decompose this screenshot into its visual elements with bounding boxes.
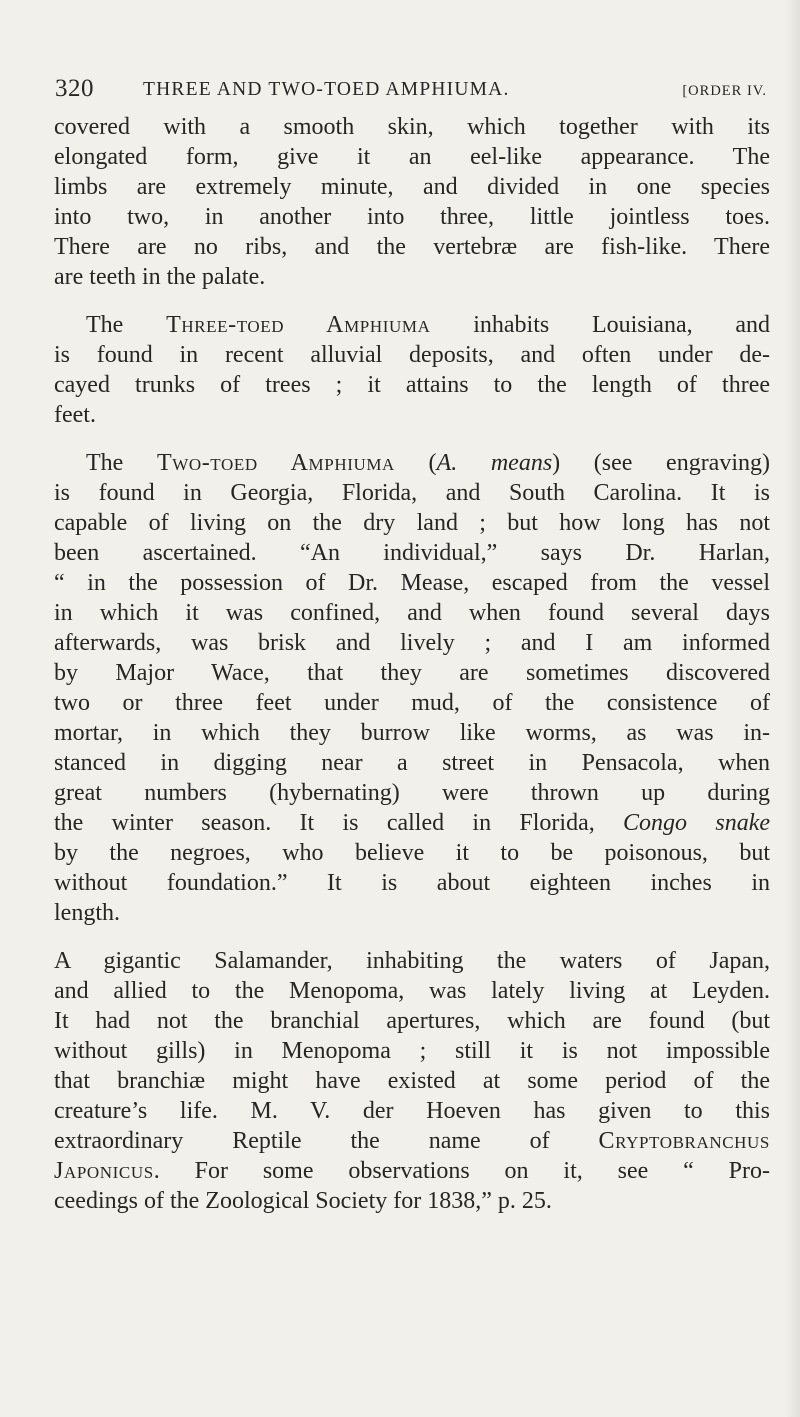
text-run: The [86, 450, 157, 476]
text-line: by Major Wace, that they are sometimes discovered [54, 660, 770, 686]
text-line: two or three feet under mud, of the consistence of [54, 690, 770, 716]
latin-name: A. means [436, 450, 553, 476]
text-line [54, 1156, 770, 1186]
text-line: that branchiæ might have existed at some period of the [54, 1068, 770, 1094]
text-line: and allied to the Menopoma, was lately living at Leyden. [54, 978, 770, 1004]
page-number: 320 [55, 75, 94, 102]
text-line: are teeth in the palate. [54, 264, 266, 290]
text-line: great numbers (hybernating) were thrown up during [54, 780, 770, 806]
paragraph-4 [54, 946, 770, 1216]
paragraph-2 [54, 310, 770, 430]
genus-name: Cryptobranchus [598, 1128, 770, 1154]
order-marker: [ORDER IV. [682, 83, 767, 99]
text-run: ) (see engraving) [552, 450, 770, 476]
text-line: It had not the branchial apertures, which are found (but [54, 1008, 770, 1034]
paragraph-1 [54, 112, 770, 292]
text-line: is found in Georgia, Florida, and South Carolina. It is [54, 480, 770, 506]
running-head: THREE AND TWO-TOED AMPHIUMA. [143, 79, 510, 100]
paragraph-gap [54, 292, 770, 310]
paragraph-gap [54, 430, 770, 448]
text-line: by the negroes, who believe it to be poisonous, but [54, 840, 770, 866]
text-line: mortar, in which they burrow like worms, as was in- [54, 720, 770, 746]
text-line: covered with a smooth skin, which together with its [54, 114, 770, 140]
text-line: capable of living on the dry land ; but how long has not [54, 510, 770, 536]
text-line: without foundation.” It is about eighteen inches in [54, 870, 770, 896]
text-line [54, 448, 770, 478]
text-run: inhabits Louisiana, and [430, 312, 770, 338]
common-name-congo-snake: Congo snake [623, 810, 771, 836]
page-header [55, 74, 767, 114]
text-line: ceedings of the Zoological Society for 1838,” p. 25. [54, 1188, 552, 1214]
paragraph-gap [54, 928, 770, 946]
text-line: creature’s life. M. V. der Hoeven has given to this [54, 1098, 770, 1124]
text-run: ( [394, 450, 437, 476]
species-epithet: Japonicus [54, 1158, 154, 1184]
text-line: afterwards, was brisk and lively ; and I am informed [54, 630, 770, 656]
body-text [54, 112, 770, 1216]
text-line: cayed trunks of trees ; it attains to the length of three [54, 372, 770, 398]
text-line: in which it was confined, and when found several days [54, 600, 770, 626]
paragraph-3 [54, 448, 770, 928]
text-run: . For some observations on it, see “ Pro- [153, 1158, 770, 1184]
text-line: length. [54, 900, 120, 926]
text-line: feet. [54, 402, 96, 428]
text-run: the winter season. It is called in Florida, [54, 810, 624, 836]
text-line: “ in the possession of Dr. Mease, escaped from the vessel [54, 570, 770, 596]
text-line: without gills) in Menopoma ; still it is not impossible [54, 1038, 770, 1064]
species-name-two-toed: Two-toed Amphiuma [156, 450, 395, 476]
text-line: been ascertained. “An individual,” says Dr. Harlan, [54, 540, 770, 566]
text-line [54, 808, 770, 838]
text-run: The [86, 312, 167, 338]
text-line [54, 310, 770, 340]
text-line: is found in recent alluvial deposits, and often under de- [54, 342, 770, 368]
text-line: into two, in another into three, little jointless toes. [54, 204, 770, 230]
text-line [54, 1126, 770, 1156]
text-line: limbs are extremely minute, and divided in one species [54, 174, 770, 200]
text-line: A gigantic Salamander, inhabiting the waters of Japan, [54, 948, 770, 974]
text-run: extraordinary Reptile the name of [54, 1128, 599, 1154]
text-line: There are no ribs, and the vertebræ are fish-like. There [54, 234, 770, 260]
species-name-three-toed: Three-toed Amphiuma [166, 312, 431, 338]
text-line: elongated form, give it an eel-like appearance. The [54, 144, 770, 170]
text-line: stanced in digging near a street in Pensacola, when [54, 750, 770, 776]
page-edge-shadow [786, 0, 800, 1417]
